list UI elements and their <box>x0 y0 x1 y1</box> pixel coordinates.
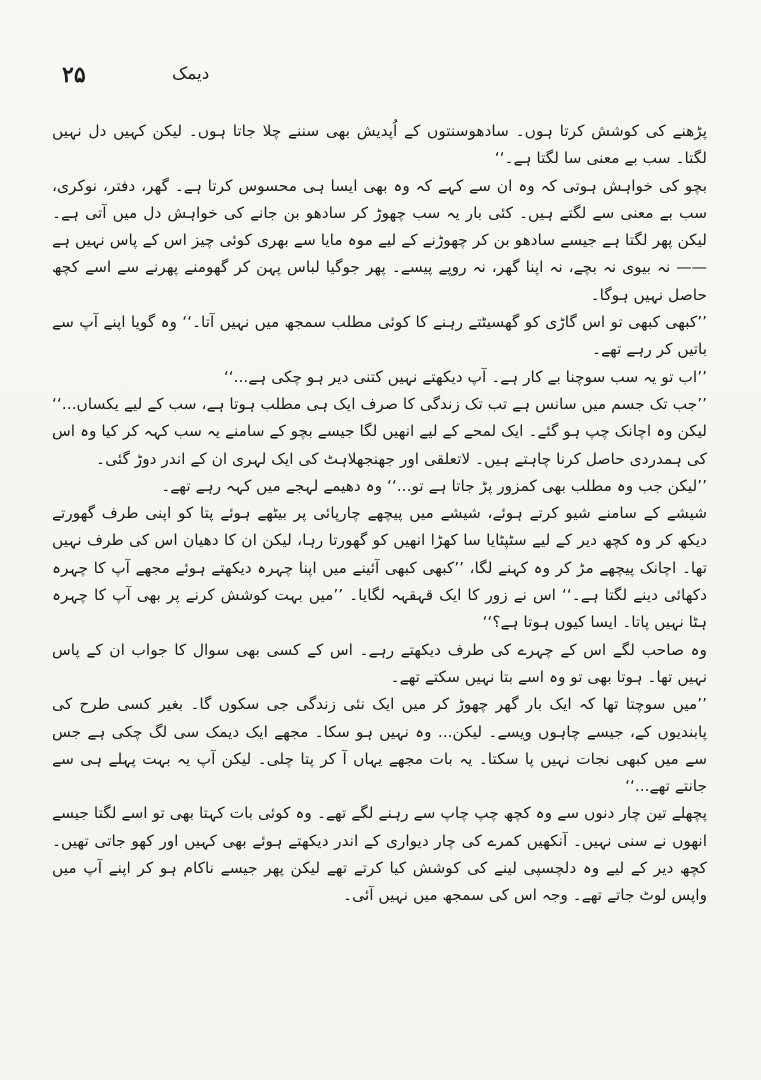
paragraph: ’’اب تو یہ سب سوچنا بے کار ہے۔ آپ دیکھتے نہیں کتنی دیر ہو چکی ہے...‘‘ <box>223 367 707 386</box>
paragraph: وہ صاحب لگے اس کے چہرے کی طرف دیکھتے رہے۔ اس کے کسی بھی سوال کا جواب ان کے پاس نہیں تھا۔ ہوتا بھی تو وہ اسے بتا نہیں سکتے تھے۔ <box>52 640 707 686</box>
paragraph: پڑھنے کی کوشش کرتا ہوں۔ سادھوسنتوں کے اُپدیش بھی سننے چلا جاتا ہوں۔ لیکن کہیں دل نہیں لگتا۔ سب بے معنی سا لگتا ہے۔‘‘ <box>52 122 707 168</box>
page-number: ۲۵ <box>62 62 86 88</box>
body-text <box>52 118 707 910</box>
paragraph: پچھلے تین چار دنوں سے وہ کچھ چپ چاپ سے رہنے لگے تھے۔ وہ کوئی بات کہتا بھی تو اسے لگتا جیسے انھوں نے سنی نہیں۔ آنکھیں کمرے کی چار دیواری کے اندر دیکھتے ہوئے بھی کہیں اور کھو جاتی تھیں۔ کچھ دیر کے لیے وہ دلچسپی لینے کی کوشش کیا کرتے تھے لیکن پھر جیسے ناکام ہو کر اپنے آپ میں واپس لوٹ جاتے تھے۔ وجہ اس کی سمجھ میں نہیں آئی۔ <box>52 804 707 905</box>
running-title: دیمک <box>172 64 210 84</box>
paragraph: ’’لیکن جب وہ مطلب بھی کمزور پڑ جاتا ہے تو...‘‘ وہ دھیمے لہجے میں کہہ رہے تھے۔ <box>161 476 707 495</box>
page-header <box>62 62 691 96</box>
paragraph: ’’جب تک جسم میں سانس ہے تب تک زندگی کا صرف ایک ہی مطلب ہوتا ہے، سب کے لیے یکساں...‘‘ لیکن وہ اچانک چپ ہو گئے۔ ایک لمحے کے لیے انھیں لگا جیسے بچو کے سامنے یہ سب کہہ کر کیا وہ اس کی ہمدردی حاصل کرنا چاہتے ہیں۔ لاتعلقی اور جھنجھلاہٹ کی ایک لہری ان کے اندر دوڑ گئی۔ <box>52 394 707 468</box>
paragraph: ’’کبھی کبھی تو اس گاڑی کو گھسیٹتے رہنے کا کوئی مطلب سمجھ میں نہیں آتا۔‘‘ وہ گویا اپنے آپ سے باتیں کر رہے تھے۔ <box>52 313 707 359</box>
paragraph: بچو کی خواہش ہوتی کہ وہ ان سے کہے کہ وہ بھی ایسا ہی محسوس کرتا ہے۔ گھر، دفتر، نوکری، سب بے معنی سے لگتے ہیں۔ کئی بار یہ سب چھوڑ کر سادھو بن جانے کی خواہش دل میں آتی ہے۔ لیکن پھر لگتا ہے جیسے سادھو بن کر چھوڑنے کے لیے موہ مایا سے بھری کوئی چیز اس کے پاس نہیں ہے—— نہ بیوی نہ بچے، نہ اپنا گھر، نہ روپے پیسے۔ پھر جوگیا لباس پہن کر گھومنے پھرنے سے اسے کچھ حاصل نہیں ہوگا۔ <box>52 176 707 304</box>
paragraph: شیشے کے سامنے شیو کرتے ہوئے، شیشے میں پیچھے چارپائی پر بیٹھے ہوئے پتا کو اپنی طرف گھورتے دیکھ کر وہ کچھ دیر کے لیے سٹپٹایا سا کھڑا انھیں کو گھورتا رہا، لیکن ان کا دھیان اس کی طرف نہیں تھا۔ اچانک پیچھے مڑ کر وہ کہنے لگا، ’’کبھی کبھی آئینے میں اپنا چہرہ دیکھتے ہوئے مجھے آپ کا چہرہ دکھائی دینے لگتا ہے۔‘‘ اس نے زور کا ایک قہقہہ لگایا۔ ’’میں بہت کوشش کرنے پر بھی آپ کا چہرہ ہٹا نہیں پاتا۔ ایسا کیوں ہوتا ہے؟‘‘ <box>52 504 707 632</box>
paragraph: ’’میں سوچتا تھا کہ ایک بار گھر چھوڑ کر میں ایک نئی زندگی جی سکوں گا۔ بغیر کسی طرح کی پابندیوں کے، جیسے چاہوں ویسے۔ لیکن... وہ نہیں ہو سکا۔ مجھے ایک دیمک سی لگ چکی ہے جس سے میں کبھی نجات نہیں پا سکتا۔ یہ بات مجھے یہاں آ کر پتا چلی۔ لیکن آپ یہ بہت پہلے ہی سے جانتے تھے...‘‘ <box>52 695 707 796</box>
